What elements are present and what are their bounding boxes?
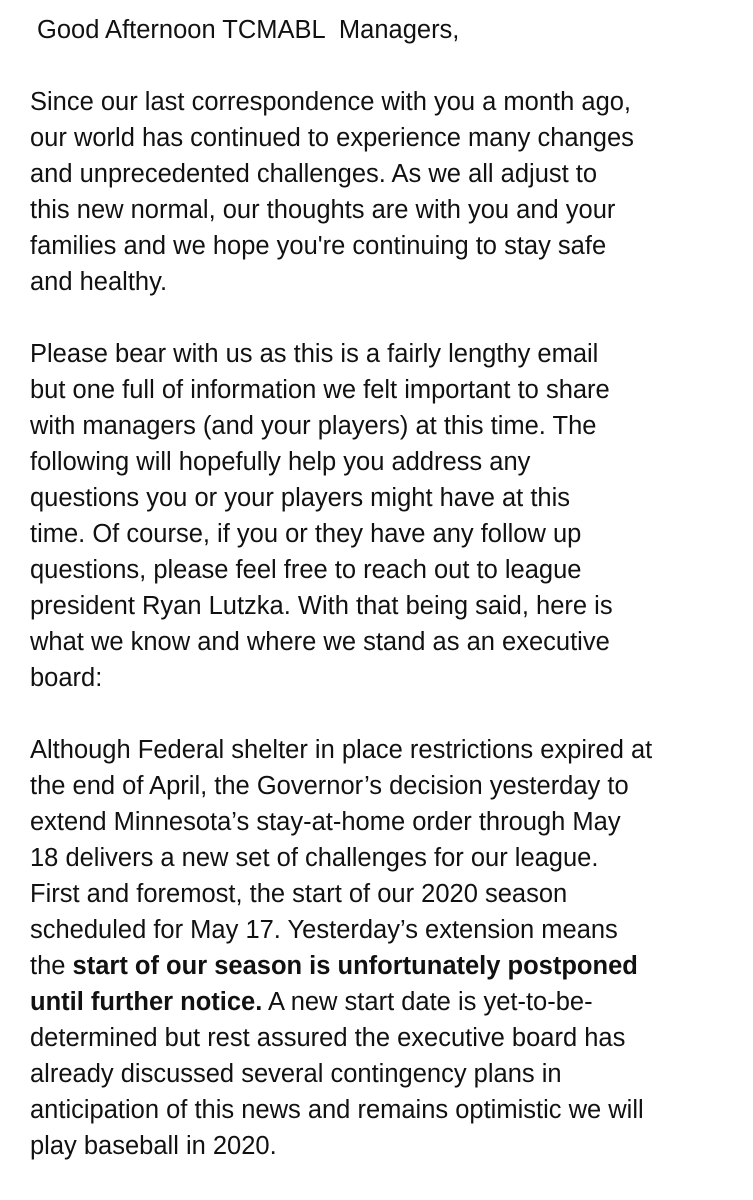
paragraph-line: following will hopefully help you address any (30, 448, 531, 476)
paragraph-spacer (30, 696, 753, 732)
paragraph-line: our world has continued to experience many changes (30, 124, 634, 152)
paragraph-line: with managers (and your players) at this time. The (30, 412, 597, 440)
greeting: Good Afternoon TCMABL Managers, (37, 16, 460, 44)
paragraph-line: 18 delivers a new set of challenges for our league. (30, 844, 599, 872)
paragraph-spacer (30, 48, 753, 84)
paragraph-spacer (30, 300, 753, 336)
paragraph-line: First and foremost, the start of our 2020 season (30, 880, 568, 908)
paragraph-line: what we know and where we stand as an executive (30, 628, 610, 656)
postponement-notice-part-2: until further notice. (30, 988, 263, 1016)
paragraph-1 (30, 84, 753, 300)
paragraph-line: and healthy. (30, 268, 168, 296)
paragraph-line: determined but rest assured the executive board has (30, 1024, 626, 1052)
line-prefix: the (30, 952, 73, 980)
paragraph-line: questions, please feel free to reach out to league (30, 556, 582, 584)
paragraph-line: Although Federal shelter in place restrictions expired at (30, 736, 653, 764)
paragraph-line: but one full of information we felt important to share (30, 376, 610, 404)
paragraph-3 (30, 732, 753, 1164)
paragraph-line: this new normal, our thoughts are with you and your (30, 196, 616, 224)
paragraph-line: Since our last correspondence with you a month ago, (30, 88, 632, 116)
paragraph-line: time. Of course, if you or they have any follow up (30, 520, 582, 548)
paragraph-line: questions you or your players might have at this (30, 484, 571, 512)
paragraph-line: board: (30, 664, 103, 692)
paragraph-line: extend Minnesota’s stay-at-home order through May (30, 808, 621, 836)
paragraph-line: Please bear with us as this is a fairly lengthy email (30, 340, 599, 368)
line-suffix: A new start date is yet-to-be- (262, 988, 593, 1016)
paragraph-line: anticipation of this news and remains optimistic we will (30, 1096, 644, 1124)
paragraph-line: president Ryan Lutzka. With that being said, here is (30, 592, 613, 620)
paragraph-line (30, 948, 753, 984)
paragraph-line: and unprecedented challenges. As we all adjust to (30, 160, 598, 188)
paragraph-2 (30, 336, 753, 696)
paragraph-line: scheduled for May 17. Yesterday’s extension means (30, 916, 618, 944)
paragraph-line: already discussed several contingency plans in (30, 1060, 562, 1088)
paragraph-line: the end of April, the Governor’s decision yesterday to (30, 772, 629, 800)
postponement-notice-part-1: start of our season is unfortunately postponed (72, 952, 638, 980)
paragraph-line: play baseball in 2020. (30, 1132, 277, 1160)
paragraph-line: families and we hope you're continuing to stay safe (30, 232, 607, 260)
paragraph-line (30, 984, 753, 1020)
